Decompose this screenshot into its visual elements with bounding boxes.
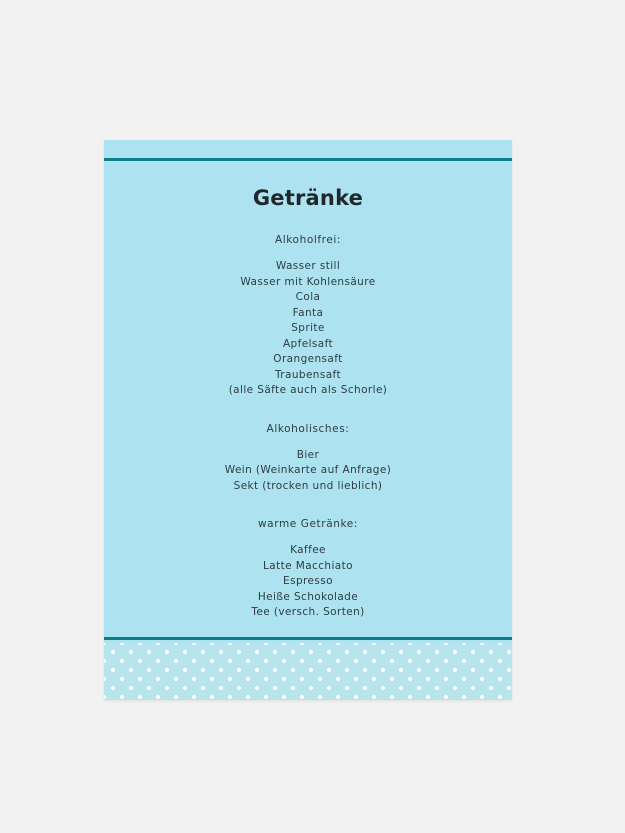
list-item: Apfelsaft <box>282 337 334 350</box>
bottom-divider-rule <box>104 637 512 640</box>
list-item: Orangensaft <box>273 353 343 365</box>
page-title: Getränke <box>252 186 364 210</box>
list-item: Latte Macchiato <box>263 559 353 572</box>
section-heading: Alkoholisches: <box>266 422 350 435</box>
section-heading: warme Getränke: <box>257 518 358 530</box>
section-alkoholfrei <box>104 234 512 399</box>
section-alkoholisches <box>104 423 512 495</box>
section-heading: Alkoholfrei: <box>274 234 342 246</box>
list-item: Sekt (trocken und lieblich) <box>233 479 383 492</box>
list-item: Wein (Weinkarte auf Anfrage) <box>224 464 392 476</box>
drinks-menu-card <box>104 140 512 700</box>
list-item: Tee (versch. Sorten) <box>251 606 365 618</box>
list-item: (alle Säfte auch als Schorle) <box>228 384 388 396</box>
list-item: Cola <box>295 291 321 303</box>
list-item: Wasser still <box>275 260 341 272</box>
section-warme-getraenke <box>104 518 512 621</box>
polka-dot-band <box>104 643 512 700</box>
list-item: Wasser mit Kohlensäure <box>240 275 376 288</box>
list-item: Heiße Schokolade <box>257 590 359 603</box>
list-item: Kaffee <box>290 544 326 556</box>
list-item: Bier <box>296 448 320 461</box>
list-item: Sprite <box>291 322 325 334</box>
list-item: Traubensaft <box>275 368 341 381</box>
menu-content <box>104 140 512 621</box>
list-item: Espresso <box>283 575 333 587</box>
list-item: Fanta <box>292 306 324 319</box>
